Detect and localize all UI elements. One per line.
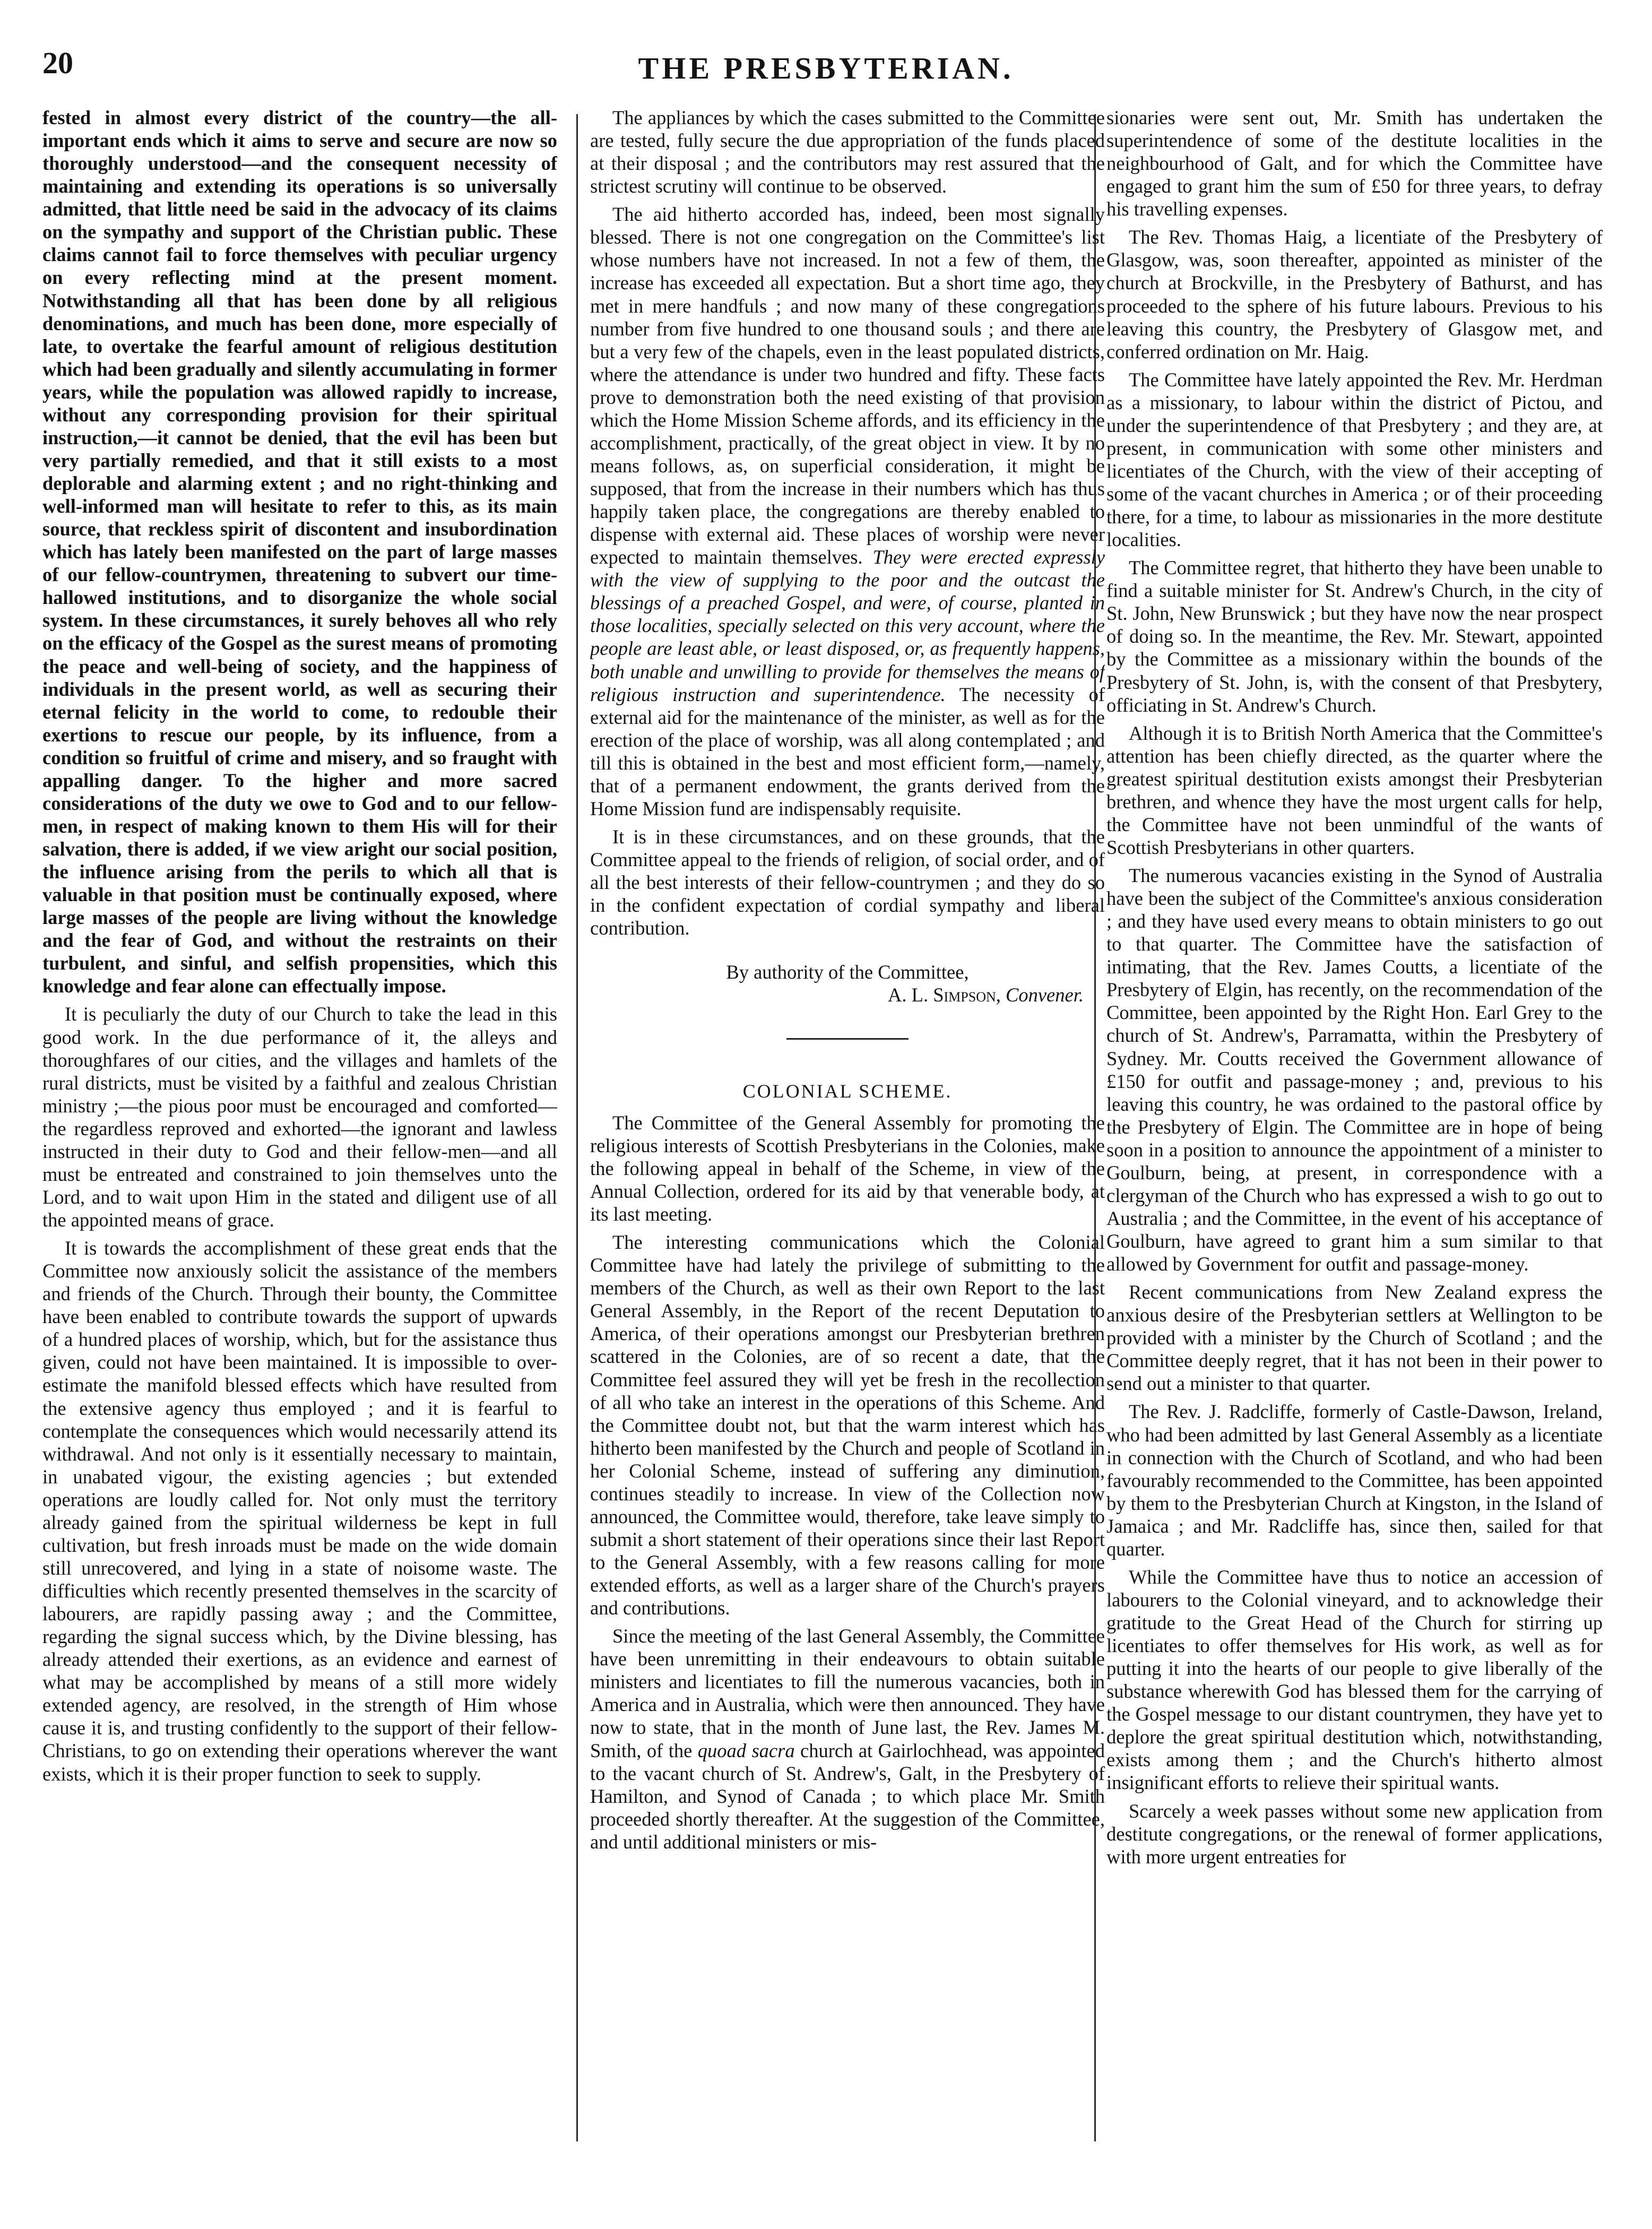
paragraph — [590, 1625, 1105, 1853]
column-3 — [1106, 106, 1603, 2187]
column-rule-left — [576, 114, 578, 2141]
page-number: 20 — [42, 46, 73, 80]
paragraph: The Committee of the General Assembly for promoting the religious interests of Scottish Presbyterians in the Colonies, make the following appeal in behalf of the Scheme, in view of the Annual Collection, ordered for its aid by that venerable body, at its last meeting. — [590, 1111, 1105, 1225]
paragraph: It is in these circumstances, and on these grounds, that the Committee appeal to the friends of religion, of social order, and of all the best interests of their fellow-countrymen ; and they do so in the confident expectation of cordial sympathy and liberal contribution. — [590, 825, 1105, 939]
paragraph: The interesting communications which the Colonial Committee have had lately the privilege of submitting to the members of the Church, as well as their own Report to the last General Assembly, in the Report of the recent Deputation to America, of their operations amongst our Presbyterian brethren scattered in the Colonies, are of so recent a date, that the Committee feel assured they will yet be fresh in the recollection of all who take an interest in the operations of this Scheme. And the Committee doubt not, but that the warm interest which has hitherto been manifested by the Church and people of Scotland in her Colonial Scheme, instead of suffering any diminution, continues steadily to increase. In view of the Collection now announced, the Committee would, therefore, take leave simply to submit a short statement of their operations since their last Report to the General Assembly, with a few reasons calling for more extended efforts, as well as a larger share of the Church's prayers and contributions. — [590, 1231, 1105, 1619]
paragraph — [590, 203, 1105, 820]
section-heading: COLONIAL SCHEME. — [742, 1081, 953, 1102]
paragraph: The numerous vacancies existing in the Synod of Australia have been the subject of the Committee's anxious consideration ; and they have used every means to obtain ministers to go out to that quarter. The Committee have the satisfaction of intimating, that the Rev. James Coutts, a licentiate of the Presbytery of Elgin, has recently, on the recommendation of the Committee, been appointed by the Right Hon. Earl Grey to the church of St. Andrew's, Parramatta, within the Presbytery of Sydney. Mr. Coutts received the Government allowance of £150 for outfit and passage-money ; and, previous to his leaving this country, he was ordained to the pastoral office by the Presbytery of Elgin. The Committee are in hope of being soon in a position to announce the appointment of a minister to Goulburn, being, at present, in correspondence with a clergyman of the Church who has expressed a wish to go out to Australia ; and the Committee, in the event of his acceptance of Goulburn, have agreed to grant him a sum similar to that allowed by Government for outfit and passage-money. — [1106, 865, 1603, 1275]
signature-title: Convener. — [1006, 984, 1084, 1006]
section-divider — [786, 1038, 909, 1043]
paragraph-text: The aid hitherto accorded has, indeed, been most signally blessed. There is not one congregation on the Committee's list whose numbers have not increased. In not a few of them, the increase has exceeded all expectation. But a short time ago, they met in mere handfuls ; and now many of these congregations number from five hundred to one thousand souls ; and there are but a very few of the chapels, even in the least populated districts, where the attendance is under two hundred and fifty. These facts prove to demonstration both the need existing of that provision which the Home Mission Scheme affords, and its efficiency in the accomplishment, practically, of the great object in view. It by no means follows, as, on superficial consideration, it might be supposed, that from the increase in their numbers which has thus happily taken place, the congregations are thereby enabled to dispense with external aid. These places of worship were never expected to maintain themselves. — [590, 203, 1105, 568]
paragraph: Scarcely a week passes without some new application from destitute congregations, or the renewal of former applications, with more urgent entreaties for — [1106, 1800, 1603, 1868]
page-header — [42, 45, 1610, 93]
paragraph: The Committee regret, that hitherto they have been unable to find a suitable minister for St. Andrew's Church, in the city of St. John, New Brunswick ; but they have now the near prospect of doing so. In the meantime, the Rev. Mr. Stewart, appointed by the Committee as a missionary within the bounds of the Presbytery of St. John, is, with the consent of that Presbytery, officiating in St. Andrew's Church. — [1106, 557, 1603, 716]
italic-phrase: quoad sacra — [697, 1739, 795, 1761]
paragraph: The Rev. Thomas Haig, a licentiate of the Presbytery of Glasgow, was, soon thereafter, appointed as minister of the church at Brockville, in the Presbytery of Bathurst, and has proceeded to the sphere of his future labours. Previous to his leaving this country, the Presbytery of Glasgow met, and conferred ordination on Mr. Haig. — [1106, 226, 1603, 362]
authority-line: By authority of the Committee, — [726, 961, 969, 983]
paragraph: The Committee have lately appointed the Rev. Mr. Herdman as a missionary, to labour within the district of Pictou, and under the superintendence of that Presbytery ; and they are, at present, in communication with some other ministers and licentiates of the Church, with the view of their accepting of some of the vacant churches in America ; or of their proceeding there, for a time, to labour as missionaries in the more destitute localities. — [1106, 368, 1603, 551]
paragraph: It is peculiarly the duty of our Church to take the lead in this good work. In the due performance of it, the alleys and thoroughfares of our cities, and the villages and hamlets of the rural districts, must be visited by a faithful and zealous Christian ministry ;—the pious poor must be encouraged and comforted—the regardless reproved and exhorted—the ignorant and lawless instructed in their duty to God and their fellow-men—and all must be entreated and constrained to join themselves unto the Lord, and to wait upon Him in the stated and diligent use of all the appointed means of grace. — [42, 1003, 557, 1231]
paragraph-text: Since the meeting of the last General Assembly, the Committee have been unremitting in their endeavours to obtain suitable ministers and licentiates to fill the numerous vacancies, both in America and in Australia, which were then announced. They have now to state, that in the month of June last, the Rev. James M. Smith, of the — [590, 1625, 1105, 1761]
italic-passage: They were erected expressly with the view of supplying to the poor and the outcast the blessings of a preached Gospel, and were, of course, planted in those localities, specially selected on this very account, where the people are least able, or least disposed, or, as frequently happens, both unable and unwilling to provide for themselves the means of religious instruction and superintendence. — [590, 546, 1105, 705]
paragraph: It is towards the accomplishment of these great ends that the Committee now anxiously solicit the assistance of the members and friends of the Church. Through their bounty, the Committee have been enabled to contribute towards the support of upwards of a hundred places of worship, which, but for the assistance thus given, could not have been maintained. It is impossible to over-estimate the manifold blessed effects which have resulted from the extensive agency thus employed ; and it is fearful to contemplate the consequences which would necessarily attend its withdrawal. And not only is it essentially necessary to maintain, in unabated vigour, the existing agencies ; but extended operations are loudly called for. Not only must the territory already gained from the spiritual wilderness be kept in full cultivation, but fresh inroads must be made on the wide domain still unrecovered, and lying in a state of noisome waste. The difficulties which recently presented themselves in the scarcity of labourers, are rapidly passing away ; and the Committee, regarding the signal success which, by the Divine blessing, has already attended their exertions, as an evidence and earnest of what may be accomplished by means of a still more widely extended agency, are resolved, in the strength of Him whose cause it is, and trusting confidently to the support of their fellow-Christians, to go on extending their operations wherever the want exists, which it is their proper function to seek to supply. — [42, 1237, 557, 1785]
signature — [590, 983, 1084, 1006]
paragraph: Recent communications from New Zealand express the anxious desire of the Presbyterian settlers at Wellington to be provided with a minister by the Church of Scotland ; and the Committee deeply regret, that it has not been in their power to send out a minister to that quarter. — [1106, 1281, 1603, 1395]
column-1 — [42, 106, 557, 2187]
paragraph: fested in almost every district of the country—the all-important ends which it aims to serve and secure are now so thoroughly understood—and the consequent necessity of maintaining and extending its operations is so universally admitted, that little need be said in the advocacy of its claims on the sympathy and support of the Christian public. These claims cannot fail to force themselves with peculiar urgency on every reflecting mind at the present moment. Notwithstanding all that has been done by all religious denominations, and much has been done, more especially of late, to overtake the fearful amount of religious destitution which had been gradually and silently accumulating in former years, while the population was allowed rapidly to increase, without any corresponding provision for their spiritual instruction,—it cannot be denied, that the evil has been but very partially remedied, and that it still exists to a most deplorable and alarming extent ; and no right-thinking and well-informed man will hesitate to refer to this, as its main source, that reckless spirit of discontent and insubordination which has lately been manifested on the part of large masses of our fellow-countrymen, threatening to subvert our time-hallowed institutions, and to disorganize the whole social system. In these circumstances, it surely behoves all who rely on the efficacy of the Gospel as the surest means of promoting the peace and well-being of society, and the happiness of individuals in the present world, as well as securing their eternal felicity in the world to come, to redouble their exertions to rescue our people, by its influence, from a condition so fruitful of crime and misery, and so fraught with appalling danger. To the higher and more sacred considerations of the duty we owe to God and to our fellow-men, in respect of making known to them His will for their salvation, there is added, if we view aright our social position, the influence arising from the perils to which all that is valuable in that position must be continually exposed, where large masses of the people are living without the knowledge and the fear of God, and without the restraints on their turbulent, and sinful, and selfish propensities, which this knowledge and fear alone can effectually impose. — [42, 107, 557, 997]
paragraph: Although it is to British North America that the Committee's attention has been chiefly directed, as the quarter where the greatest spiritual destitution exists amongst their Presbyterian brethren, and whence they have the most urgent calls for help, the Committee have not been unmindful of the wants of Scottish Presbyterians in other quarters. — [1106, 722, 1603, 858]
paragraph: While the Committee have thus to notice an accession of labourers to the Colonial vineyard, and to acknowledge their gratitude to the Great Head of the Church for stirring up licentiates to offer themselves for His work, as well as for putting it into the hearts of our people to give liberally of the substance wherewith God has blessed them for the carrying of the Gospel message to our distant countrymen, they have yet to deplore the great spiritual destitution which, notwithstanding, exists among them ; and the Church's hitherto almost insignificant efforts to relieve their spiritual wants. — [1106, 1566, 1603, 1794]
paragraph-text: The necessity of external aid for the maintenance of the minister, as well as for the erection of the place of worship, was all along contemplated ; and till this is obtained in the best and most efficient form,—namely, that of a permanent endowment, the grants derived from the Home Mission fund are indispensably requisite. — [590, 683, 1105, 819]
signature-name: A. L. Simpson, — [888, 984, 1001, 1006]
paragraph: The appliances by which the cases submitted to the Committee are tested, fully secure the due appropriation of the funds placed at their disposal ; and the contributors may rest assured that the strictest scrutiny will continue to be observed. — [590, 107, 1105, 197]
paragraph: The Rev. J. Radcliffe, formerly of Castle-Dawson, Ireland, who had been admitted by last General Assembly as a licentiate in connection with the Church of Scotland, and who had been favourably recommended to the Committee, has been appointed by them to the Presbyterian Church at Kingston, in the Island of Jamaica ; and Mr. Radcliffe has, since then, sailed for that quarter. — [1106, 1401, 1603, 1560]
paragraph-text: church at Gairlochhead, was appointed to the vacant church of St. Andrew's, Galt, in the Presbytery of Hamilton, and Synod of Canada ; to which place Mr. Smith proceeded shortly thereafter. At the suggestion of the Committee, and until additional ministers or mis- — [590, 1739, 1105, 1853]
column-2 — [590, 106, 1105, 2187]
paragraph: sionaries were sent out, Mr. Smith has undertaken the superintendence of some of the destitute localities in the neighbourhood of Galt, and for which the Committee have engaged to grant him the sum of £50 for three years, to defray his travelling expenses. — [1106, 107, 1603, 220]
running-title: THE PRESBYTERIAN. — [638, 51, 1014, 85]
